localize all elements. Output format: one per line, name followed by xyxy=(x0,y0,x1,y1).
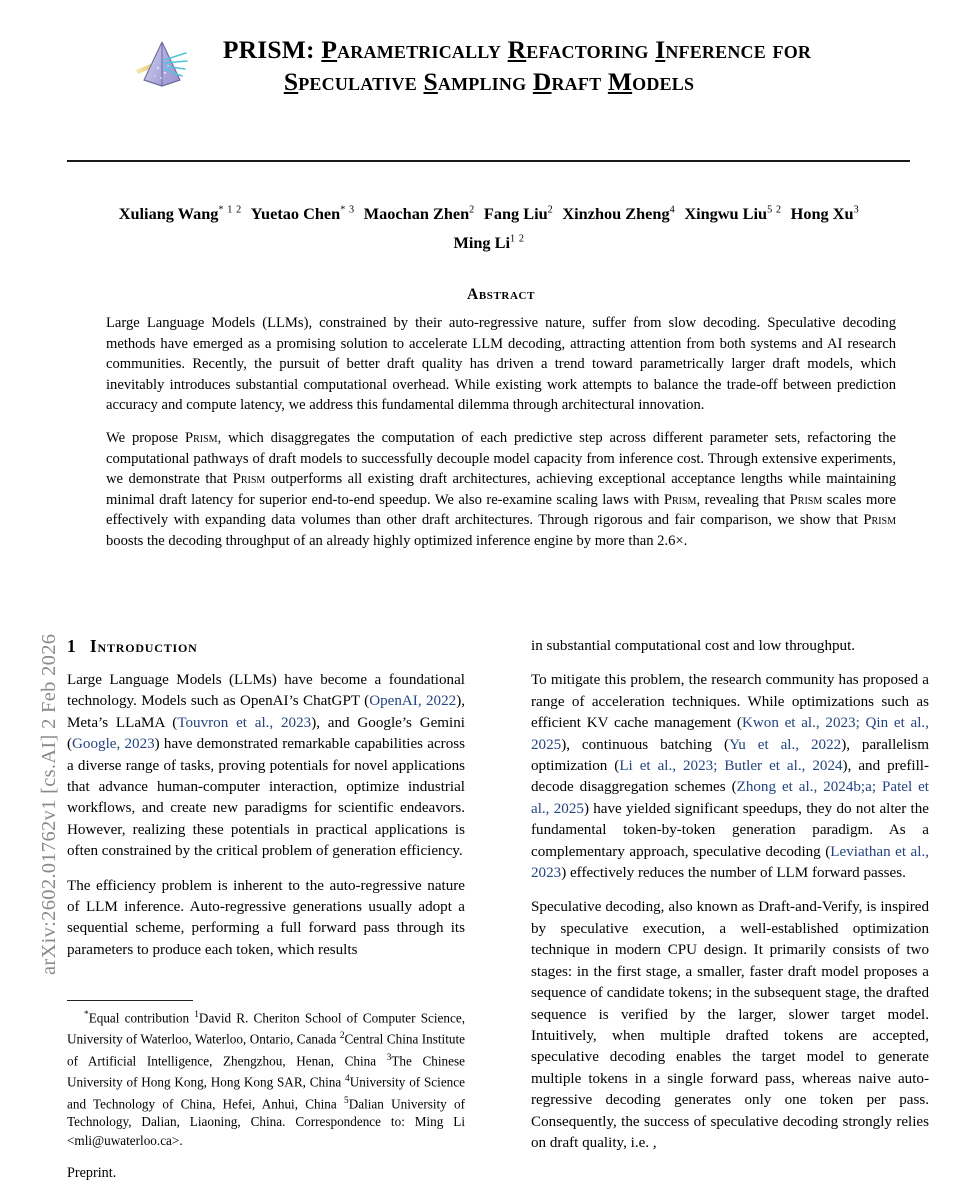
citation-leviathan-2023[interactable]: Leviathan et al., 2023 xyxy=(531,843,929,882)
author-line-1 xyxy=(56,198,922,226)
rp2-g: ; xyxy=(871,779,882,796)
prism-logo-svg xyxy=(134,36,190,94)
citation-google-2023[interactable]: Google, 2023 xyxy=(72,736,155,753)
title-separator-rule xyxy=(67,160,910,162)
citation-openai-2022[interactable]: OpenAI, 2022 xyxy=(369,693,457,710)
left-paragraph-2: The efficiency problem is inherent to the auto-regressive nature of LLM inference. Auto-regressive generations usually adopt a sequential scheme, performing a full forward pass through its parameters to produce each token, which results xyxy=(67,877,465,958)
abstract-paragraph-1: Large Language Models (LLMs), constrained by their auto-regressive nature, suffer from slow decoding. Speculative decoding methods have emerged as a promising solution to accelerate LLM decoding, attracting attention from both systems and AI research communities. Recently, the pursuit of better draft quality has driven a trend toward parametrically larger draft models, which inevitably introduces substantial computational overhead. While existing work attempts to balance the trade-off between prediction accuracy and compute latency, we address this fundamental dilemma through architectural innovation. xyxy=(106,315,896,414)
section-title: Introduction xyxy=(89,636,198,656)
arxiv-stamp-text: arXiv:2602.01762v1 [cs.AI] 2 Feb 2026 xyxy=(38,633,60,975)
author-name: Xinzhou Zheng$^4$ xyxy=(562,204,676,224)
abs-p2-b: , which disaggregates the computation of each predictive step across different parameter sets, refactoring the computational pathways of draft models to successfully decouple model capacity from inference cost. Through extensive experiments, we demonstrate that xyxy=(106,429,896,488)
abs-p2-c: outperforms all existing draft architectures, achieving exceptional acceptance lengths while maintaining minimal draft latency for superior end-to-end speedup. We also re-examine scaling laws with xyxy=(106,471,896,508)
title-word-draft: raft xyxy=(551,67,608,96)
abs-prism-3: Prism xyxy=(663,491,697,508)
lp1-c: ), and Google’s Gemini ( xyxy=(67,714,465,753)
author-name: Xuliang Wang$^{* 1 2}$ xyxy=(118,204,242,224)
citation-touvron-2023[interactable]: Touvron et al., 2023 xyxy=(177,714,312,731)
footnote-marker-3: 3 xyxy=(386,1052,392,1063)
preprint-label: Preprint. xyxy=(67,1165,117,1181)
author-affiliation-marker: 2 xyxy=(547,205,554,216)
citation-yu-2022[interactable]: Yu et al., 2022 xyxy=(729,736,842,753)
title-initial-d: D xyxy=(532,67,552,96)
paper-page xyxy=(56,0,978,1200)
author-affiliation-marker: 4 xyxy=(669,205,676,216)
pyramid-right-face xyxy=(162,42,180,86)
citation-qin-2025[interactable]: Qin et al., 2025 xyxy=(531,715,929,753)
author-affiliation-marker: 2 xyxy=(469,205,475,216)
lp1-b: ), Meta’s LLaMA ( xyxy=(67,693,466,731)
column-left xyxy=(67,636,465,961)
abstract-block xyxy=(106,286,896,552)
abs-prism-2: Prism xyxy=(232,471,266,488)
right-paragraph-1: in substantial computational cost and low throughput. xyxy=(531,638,856,654)
title-initial-s1: S xyxy=(283,67,299,96)
citation-kwon-2023[interactable]: Kwon et al., 2023 xyxy=(741,715,856,732)
footnote-separator-rule xyxy=(67,1000,193,1001)
footnote-block xyxy=(67,1000,465,1150)
footnote-marker-2: 2 xyxy=(339,1031,345,1042)
author-name: Fang Liu$^2$ xyxy=(483,204,554,224)
title-initial-r: R xyxy=(507,35,527,64)
author-affiliation-marker: 3 xyxy=(853,205,860,216)
title-word-sampling: ampling xyxy=(437,67,533,96)
rp2-f: ), and prefill-decode disaggregation schemes ( xyxy=(531,758,929,796)
fn-affiliation-5-correspondence: Dalian University of Technology, Dalian, Liaoning, China. Correspondence to: Ming Li <mli@uwaterloo.ca>. xyxy=(67,1096,465,1148)
fn-equal-contribution: Equal contribution xyxy=(88,1010,195,1026)
footnote-marker-4: 4 xyxy=(345,1074,350,1085)
author-name: Xingwu Liu$^{5 2}$ xyxy=(684,204,782,224)
author-affiliation-marker: * 1 2 xyxy=(218,205,242,216)
footnote-marker-star: * xyxy=(84,1010,89,1020)
citation-patel-2025[interactable]: Patel et al., 2025 xyxy=(531,779,930,817)
title-word-speculative: peculative xyxy=(298,67,424,96)
title-word-inference-for: nference for xyxy=(665,35,812,64)
fn-affiliation-3: The Chinese University of Hong Kong, Hong Kong SAR, China xyxy=(67,1053,465,1090)
footnote-marker-1: 1 xyxy=(194,1010,199,1020)
author-affiliation-marker: * 3 xyxy=(340,205,355,216)
abstract-heading: Abstract xyxy=(466,286,536,303)
title-word-models: odels xyxy=(632,67,695,96)
rp2-b: ; xyxy=(855,715,866,732)
lp1-a: Large Language Models (LLMs) have become a foundational technology. Models such as OpenAI’s ChatGPT ( xyxy=(67,672,465,710)
author-list xyxy=(56,198,922,255)
abs-prism-4: Prism xyxy=(789,491,823,508)
author-name: Ming $Li^{1 2}$ xyxy=(453,232,525,252)
author-name: Hong Xu$^3$ xyxy=(790,204,860,224)
title-block xyxy=(56,34,922,98)
citation-butler-2024[interactable]: Butler et al., 2024 xyxy=(724,758,843,775)
abs-p2-a: We propose xyxy=(106,429,185,446)
left-paragraph-1 xyxy=(67,670,465,863)
title-prism-word: PRISM: xyxy=(222,35,322,64)
title-initial-p: P xyxy=(321,35,338,64)
title-initial-i: I xyxy=(655,35,666,64)
rp2-h: ) have yielded significant speedups, they do not alter the fundamental token-by-token generation paradigm. As a complementary approach, speculative decoding ( xyxy=(531,800,929,860)
author-name: Maochan Zhen$^2$ xyxy=(363,204,475,224)
title-word-parametrically: arametrically xyxy=(337,35,508,64)
rp2-a: To mitigate this problem, the research community has proposed a range of acceleration techniques. While optimizations such as efficient KV cache management ( xyxy=(531,672,929,732)
fn-affiliation-4: University of Science and Technology of China, Hefei, Anhui, China xyxy=(67,1074,465,1112)
citation-zhong-2024[interactable]: Zhong et al., 2024b;a xyxy=(736,779,872,796)
lp1-d: ) have demonstrated remarkable capabilities across a diverse range of tasks, proving potentials for novel applications that advance human-computer interaction, optimize industrial workflows, and create new paradigms for scientific endeavors. However, realizing these potentials in practical applications is often constrained by the critical problem of generation efficiency. xyxy=(67,736,466,860)
footnote-text xyxy=(67,1006,465,1150)
rp2-d: ), parallelism optimization ( xyxy=(531,736,929,775)
section-heading-introduction xyxy=(67,636,465,657)
fn-affiliation-1: David R. Cheriton School of Computer Science, University of Waterloo, Waterloo, Ontario, Canada xyxy=(67,1010,465,1047)
title-initial-m: M xyxy=(607,67,633,96)
rp2-e: ; xyxy=(713,758,725,775)
abs-prism-5: Prism xyxy=(863,512,896,529)
abs-p2-f: boosts the decoding throughput of an already highly optimized inference engine by more than 2.6×. xyxy=(106,532,688,549)
citation-li-2023[interactable]: Li et al., 2023 xyxy=(619,758,714,775)
right-paragraph-3: Speculative decoding, also known as Draft-and-Verify, is inspired by speculative execution, a well-established optimization technique in modern CPU design. It primarily consists of two stages: in the first stage, a smaller, faster draft model proposes a sequence of candidate tokens; in the subsequent stage, the drafted sequence is verified by the larger, slower target model. Intuitively, when multiple drafted tokens are accepted, speculative decoding enables the target model to generate multiple tokens in a single forward pass, whereas naive auto-regressive decoding generates only one token per pass. Consequently, the success of speculative decoding strongly relies on draft quality, i.e. , xyxy=(531,899,929,1151)
arxiv-stamp xyxy=(0,0,60,1200)
abstract-paragraph-2 xyxy=(106,428,896,552)
rp2-c: ), continuous batching ( xyxy=(561,736,730,753)
title-initial-s2: S xyxy=(423,67,438,96)
abs-p2-e: scales more effectively with expanding data volumes than other draft architectures. Through rigorous and fair comparison, we show that xyxy=(106,491,896,529)
abs-p2-d: , revealing that xyxy=(696,491,790,508)
footnote-marker-5: 5 xyxy=(344,1095,349,1106)
author-affiliation-marker: 5 2 xyxy=(767,205,782,216)
right-paragraph-2 xyxy=(531,670,929,884)
abs-prism-1: Prism xyxy=(185,429,218,446)
fn-affiliation-2: Central China Institute of Artificial Intelligence, Zhengzhou, Henan, China xyxy=(67,1031,466,1069)
section-number: 1 xyxy=(67,636,76,656)
title-word-refactoring: efactoring xyxy=(526,35,656,64)
author-affiliation-marker: 1 2 xyxy=(510,233,525,245)
prism-logo xyxy=(134,36,190,94)
author-line-2 xyxy=(56,226,922,254)
author-name: Yuetao Chen$^{* 3}$ xyxy=(250,204,355,224)
column-right xyxy=(531,636,929,1154)
pyramid-left-face xyxy=(144,42,162,86)
rp2-i: ) effectively reduces the number of LLM forward passes. xyxy=(561,865,906,882)
